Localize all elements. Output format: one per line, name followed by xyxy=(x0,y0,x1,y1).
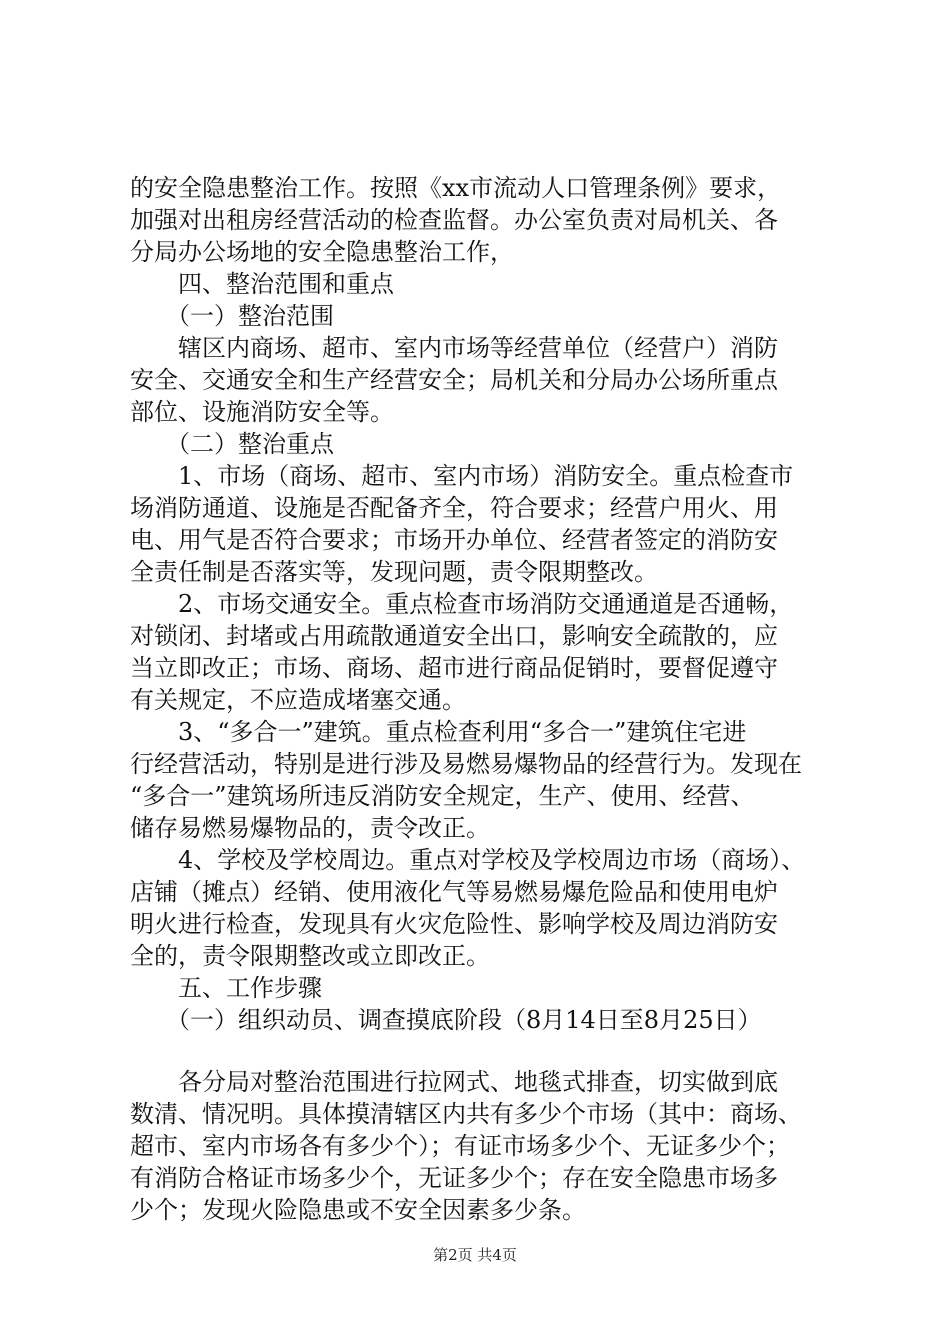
subsection-heading: （二）整治重点 xyxy=(130,430,334,458)
text-line: 明火进行检查，发现具有火灾危险性、影响学校及周边消防安 xyxy=(130,910,778,938)
document-body xyxy=(130,172,830,1226)
text-line: 加强对出租房经营活动的检查监督。办公室负责对局机关、各 xyxy=(130,206,778,234)
subsection-heading: （一）整治范围 xyxy=(130,302,334,330)
text-line: 2、市场交通安全。重点检查市场消防交通通道是否通畅， xyxy=(130,590,794,618)
text-line: 数清、情况明。具体摸清辖区内共有多少个市场（其中：商场、 xyxy=(130,1100,802,1128)
text-line: 行经营活动，特别是进行涉及易燃易爆物品的经营行为。发现在 xyxy=(130,750,802,778)
text-line: 全责任制是否落实等，发现问题，责令限期整改。 xyxy=(130,558,658,586)
text-line: 少个；发现火险隐患或不安全因素多少条。 xyxy=(130,1196,586,1224)
text-line: 电、用气是否符合要求；市场开办单位、经营者签定的消防安 xyxy=(130,526,778,554)
text-line: 对锁闭、封堵或占用疏散通道安全出口，影响安全疏散的，应 xyxy=(130,622,778,650)
text-line: 超市、室内市场各有多少个）；有证市场多少个、无证多少个； xyxy=(130,1132,790,1160)
text-line: 有消防合格证市场多少个，无证多少个；存在安全隐患市场多 xyxy=(130,1164,778,1192)
text-line: 店铺（摊点）经销、使用液化气等易燃易爆危险品和使用电炉 xyxy=(130,878,778,906)
text-line: 储存易燃易爆物品的，责令改正。 xyxy=(130,814,490,842)
text-line: 分局办公场地的安全隐患整治工作， xyxy=(130,238,514,266)
text-line: 的安全隐患整治工作。按照《xx市流动人口管理条例》要求， xyxy=(130,174,782,202)
text-line: 辖区内商场、超市、室内市场等经营单位（经营户）消防 xyxy=(130,334,778,362)
subsection-heading: （一）组织动员、调查摸底阶段（8月14日至8月25日） xyxy=(130,1006,762,1034)
text-line: 各分局对整治范围进行拉网式、地毯式排查，切实做到底 xyxy=(130,1068,778,1096)
section-heading: 四、整治范围和重点 xyxy=(130,270,394,298)
section-heading: 五、工作步骤 xyxy=(130,974,322,1002)
text-line: 4、学校及学校周边。重点对学校及学校周边市场（商场）、 xyxy=(130,846,806,874)
page-number-footer: 第2页 共4页 xyxy=(433,1246,517,1264)
text-line: 全的，责令限期整改或立即改正。 xyxy=(130,942,490,970)
text-line: 3、“多合一”建筑。重点检查利用“多合一”建筑住宅进 xyxy=(130,718,747,746)
text-line: “多合一”建筑场所违反消防安全规定，生产、使用、经营、 xyxy=(130,782,755,810)
text-line: 当立即改正；市场、商场、超市进行商品促销时，要督促遵守 xyxy=(130,654,778,682)
text-line: 部位、设施消防安全等。 xyxy=(130,398,394,426)
text-line: 有关规定，不应造成堵塞交通。 xyxy=(130,686,466,714)
text-line: 安全、交通安全和生产经营安全；局机关和分局办公场所重点 xyxy=(130,366,778,394)
text-line: 场消防通道、设施是否配备齐全，符合要求；经营户用火、用 xyxy=(130,494,778,522)
blank-line xyxy=(130,1036,830,1066)
text-line: 1、市场（商场、超市、室内市场）消防安全。重点检查市 xyxy=(130,462,794,490)
